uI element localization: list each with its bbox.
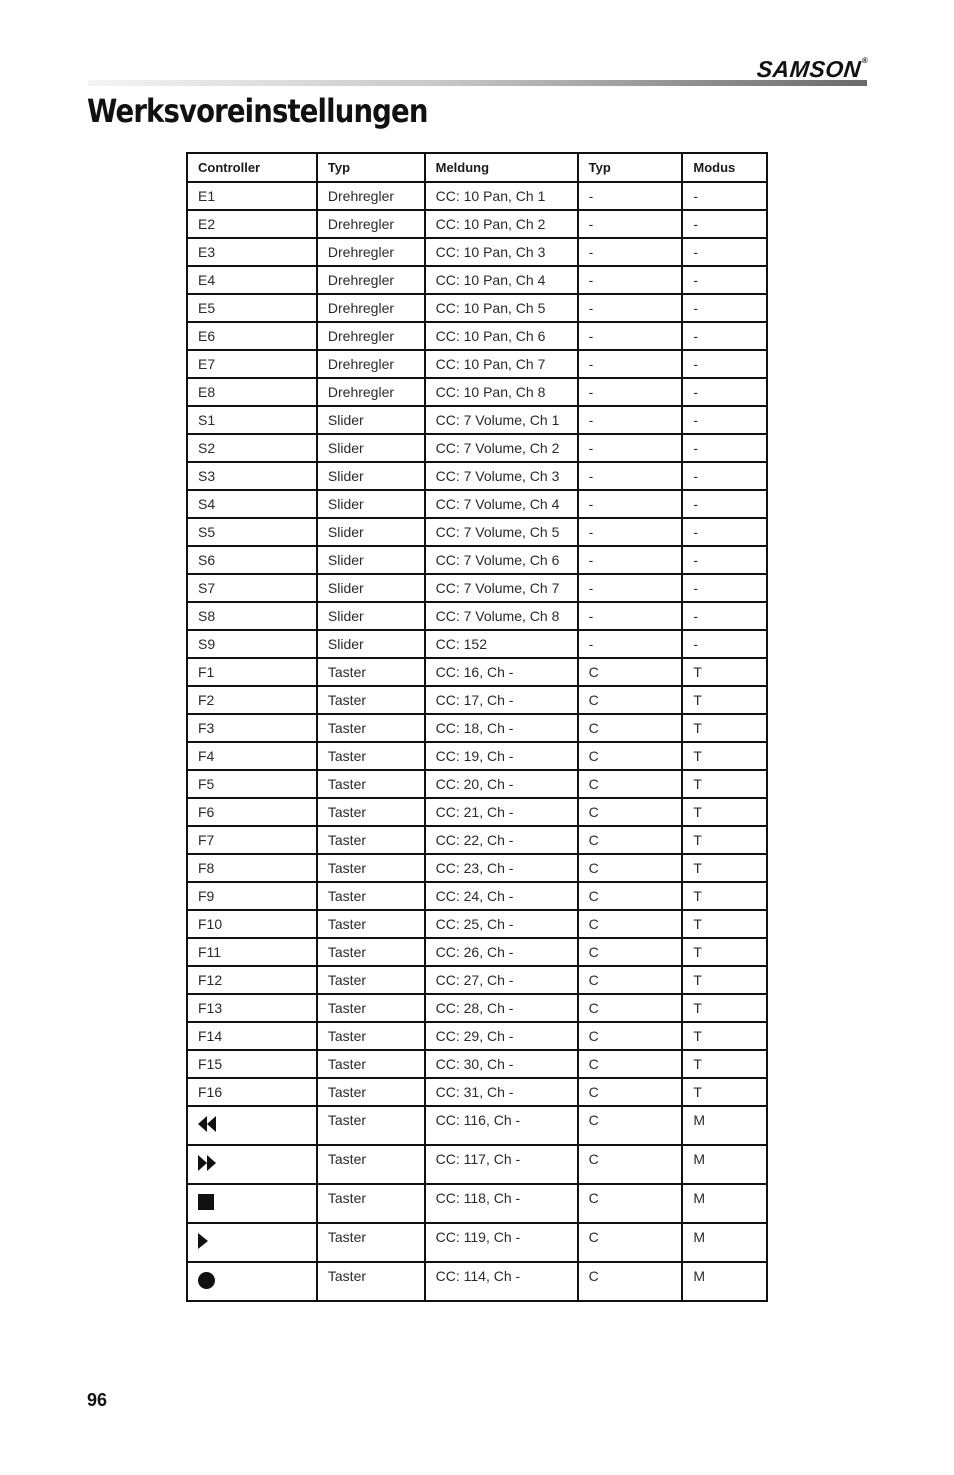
samson-logo: SAMSON®: [755, 56, 869, 82]
cell-message: CC: 7 Volume, Ch 1: [425, 406, 578, 434]
table-row: [187, 434, 767, 462]
header-controller: Controller: [187, 153, 317, 182]
cell-message: CC: 25, Ch -: [425, 910, 578, 938]
cell-controller: S7: [187, 574, 317, 602]
header-type: Typ: [317, 153, 425, 182]
cell-controller: F11: [187, 938, 317, 966]
cell-type: Taster: [317, 938, 425, 966]
cell-message: CC: 10 Pan, Ch 5: [425, 294, 578, 322]
cell-controller: E2: [187, 210, 317, 238]
cell-type: Drehregler: [317, 238, 425, 266]
cell-controller: [187, 1184, 317, 1223]
cell-message: CC: 27, Ch -: [425, 966, 578, 994]
cell-message: CC: 16, Ch -: [425, 658, 578, 686]
cell-type: Slider: [317, 630, 425, 658]
cell-message: CC: 118, Ch -: [425, 1184, 578, 1223]
cell-controller: F5: [187, 770, 317, 798]
cell-controller: F7: [187, 826, 317, 854]
fast-forward-icon: [198, 1155, 216, 1174]
page-title: Werksvoreinstellungen: [87, 92, 428, 130]
cell-typ: C: [578, 882, 683, 910]
cell-mode: -: [682, 434, 767, 462]
cell-typ: -: [578, 546, 683, 574]
record-icon: [198, 1272, 215, 1292]
cell-message: CC: 21, Ch -: [425, 798, 578, 826]
cell-type: Taster: [317, 1223, 425, 1262]
cell-typ: C: [578, 1078, 683, 1106]
cell-controller: E6: [187, 322, 317, 350]
cell-controller: E8: [187, 378, 317, 406]
cell-mode: -: [682, 266, 767, 294]
cell-mode: -: [682, 406, 767, 434]
cell-mode: -: [682, 350, 767, 378]
cell-typ: C: [578, 658, 683, 686]
cell-mode: -: [682, 378, 767, 406]
cell-message: CC: 29, Ch -: [425, 1022, 578, 1050]
cell-mode: T: [682, 994, 767, 1022]
cell-mode: -: [682, 602, 767, 630]
page-number: 96: [87, 1390, 108, 1410]
cell-message: CC: 30, Ch -: [425, 1050, 578, 1078]
cell-type: Taster: [317, 742, 425, 770]
header-typ: Typ: [578, 153, 683, 182]
table-row: [187, 882, 767, 910]
cell-controller: S5: [187, 518, 317, 546]
cell-typ: -: [578, 602, 683, 630]
cell-controller: S4: [187, 490, 317, 518]
table-row: [187, 714, 767, 742]
cell-message: CC: 7 Volume, Ch 8: [425, 602, 578, 630]
cell-typ: C: [578, 966, 683, 994]
cell-mode: T: [682, 938, 767, 966]
cell-message: CC: 20, Ch -: [425, 770, 578, 798]
cell-typ: -: [578, 434, 683, 462]
cell-message: CC: 10 Pan, Ch 2: [425, 210, 578, 238]
cell-message: CC: 19, Ch -: [425, 742, 578, 770]
cell-type: Slider: [317, 490, 425, 518]
cell-controller: E4: [187, 266, 317, 294]
table-header-row: [187, 153, 767, 182]
table-row: [187, 406, 767, 434]
cell-mode: T: [682, 658, 767, 686]
cell-controller: F3: [187, 714, 317, 742]
cell-controller: S3: [187, 462, 317, 490]
cell-controller: F2: [187, 686, 317, 714]
cell-controller: F14: [187, 1022, 317, 1050]
table-row: [187, 462, 767, 490]
cell-typ: -: [578, 574, 683, 602]
cell-message: CC: 10 Pan, Ch 4: [425, 266, 578, 294]
cell-type: Taster: [317, 882, 425, 910]
cell-typ: -: [578, 518, 683, 546]
cell-type: Slider: [317, 518, 425, 546]
cell-type: Slider: [317, 574, 425, 602]
cell-controller: S9: [187, 630, 317, 658]
cell-typ: C: [578, 742, 683, 770]
cell-message: CC: 7 Volume, Ch 3: [425, 462, 578, 490]
cell-mode: T: [682, 826, 767, 854]
cell-typ: C: [578, 686, 683, 714]
header-message: Meldung: [425, 153, 578, 182]
cell-typ: C: [578, 1022, 683, 1050]
cell-mode: -: [682, 182, 767, 210]
cell-mode: T: [682, 910, 767, 938]
cell-type: Slider: [317, 434, 425, 462]
cell-controller: [187, 1145, 317, 1184]
cell-type: Taster: [317, 826, 425, 854]
cell-controller: F9: [187, 882, 317, 910]
cell-typ: -: [578, 462, 683, 490]
cell-controller: F10: [187, 910, 317, 938]
cell-type: Drehregler: [317, 350, 425, 378]
cell-message: CC: 116, Ch -: [425, 1106, 578, 1145]
cell-controller: E5: [187, 294, 317, 322]
cell-controller: F13: [187, 994, 317, 1022]
cell-typ: C: [578, 826, 683, 854]
cell-message: CC: 7 Volume, Ch 4: [425, 490, 578, 518]
cell-type: Taster: [317, 1106, 425, 1145]
cell-typ: -: [578, 210, 683, 238]
table-row: [187, 294, 767, 322]
cell-message: CC: 26, Ch -: [425, 938, 578, 966]
cell-message: CC: 114, Ch -: [425, 1262, 578, 1301]
cell-controller: F12: [187, 966, 317, 994]
cell-type: Taster: [317, 994, 425, 1022]
table-row: [187, 1145, 767, 1184]
cell-message: CC: 10 Pan, Ch 3: [425, 238, 578, 266]
table-row: [187, 350, 767, 378]
cell-type: Taster: [317, 1078, 425, 1106]
cell-typ: C: [578, 910, 683, 938]
cell-message: CC: 10 Pan, Ch 6: [425, 322, 578, 350]
cell-mode: M: [682, 1106, 767, 1145]
table-row: [187, 266, 767, 294]
table-row: [187, 546, 767, 574]
cell-message: CC: 7 Volume, Ch 5: [425, 518, 578, 546]
cell-mode: -: [682, 294, 767, 322]
cell-type: Drehregler: [317, 322, 425, 350]
cell-typ: -: [578, 490, 683, 518]
cell-type: Drehregler: [317, 294, 425, 322]
cell-message: CC: 23, Ch -: [425, 854, 578, 882]
cell-controller: F6: [187, 798, 317, 826]
cell-message: CC: 22, Ch -: [425, 826, 578, 854]
table-row: [187, 238, 767, 266]
cell-mode: T: [682, 770, 767, 798]
cell-type: Taster: [317, 1145, 425, 1184]
cell-mode: T: [682, 854, 767, 882]
table-row: [187, 1106, 767, 1145]
cell-controller: F16: [187, 1078, 317, 1106]
cell-controller: E1: [187, 182, 317, 210]
cell-mode: -: [682, 322, 767, 350]
cell-typ: -: [578, 406, 683, 434]
cell-typ: C: [578, 1184, 683, 1223]
cell-typ: C: [578, 770, 683, 798]
factory-settings-table: [186, 152, 768, 1302]
cell-message: CC: 10 Pan, Ch 8: [425, 378, 578, 406]
cell-typ: C: [578, 798, 683, 826]
cell-controller: E3: [187, 238, 317, 266]
table-row: [187, 490, 767, 518]
cell-controller: [187, 1262, 317, 1301]
table-row: [187, 798, 767, 826]
table-row: [187, 1022, 767, 1050]
cell-controller: F15: [187, 1050, 317, 1078]
table-row: [187, 602, 767, 630]
cell-controller: [187, 1106, 317, 1145]
cell-mode: M: [682, 1184, 767, 1223]
cell-type: Taster: [317, 686, 425, 714]
cell-mode: T: [682, 1022, 767, 1050]
cell-typ: C: [578, 994, 683, 1022]
cell-mode: -: [682, 462, 767, 490]
cell-mode: T: [682, 742, 767, 770]
cell-typ: -: [578, 378, 683, 406]
table-row: [187, 1262, 767, 1301]
table-row: [187, 630, 767, 658]
cell-controller: F1: [187, 658, 317, 686]
cell-mode: M: [682, 1223, 767, 1262]
cell-type: Taster: [317, 770, 425, 798]
cell-mode: -: [682, 630, 767, 658]
stop-icon: [198, 1194, 214, 1213]
cell-controller: S2: [187, 434, 317, 462]
cell-type: Taster: [317, 1050, 425, 1078]
cell-type: Slider: [317, 546, 425, 574]
table-row: [187, 1184, 767, 1223]
table-row: [187, 378, 767, 406]
cell-message: CC: 24, Ch -: [425, 882, 578, 910]
cell-typ: C: [578, 1050, 683, 1078]
cell-controller: F8: [187, 854, 317, 882]
cell-type: Taster: [317, 854, 425, 882]
cell-type: Taster: [317, 1184, 425, 1223]
cell-type: Slider: [317, 406, 425, 434]
cell-type: Drehregler: [317, 266, 425, 294]
cell-typ: C: [578, 854, 683, 882]
table-row: [187, 826, 767, 854]
cell-typ: C: [578, 938, 683, 966]
cell-mode: -: [682, 238, 767, 266]
table-row: [187, 910, 767, 938]
rewind-icon: [198, 1116, 216, 1135]
cell-mode: T: [682, 966, 767, 994]
cell-message: CC: 7 Volume, Ch 6: [425, 546, 578, 574]
table-row: [187, 1078, 767, 1106]
cell-message: CC: 7 Volume, Ch 7: [425, 574, 578, 602]
cell-controller: S8: [187, 602, 317, 630]
cell-mode: T: [682, 1050, 767, 1078]
cell-typ: -: [578, 182, 683, 210]
cell-controller: S1: [187, 406, 317, 434]
table-row: [187, 994, 767, 1022]
table-row: [187, 854, 767, 882]
cell-type: Taster: [317, 1262, 425, 1301]
cell-controller: F4: [187, 742, 317, 770]
table-row: [187, 518, 767, 546]
cell-type: Drehregler: [317, 210, 425, 238]
cell-mode: T: [682, 798, 767, 826]
cell-message: CC: 152: [425, 630, 578, 658]
cell-typ: -: [578, 266, 683, 294]
table-row: [187, 1050, 767, 1078]
cell-type: Drehregler: [317, 182, 425, 210]
cell-controller: [187, 1223, 317, 1262]
cell-type: Taster: [317, 1022, 425, 1050]
cell-mode: T: [682, 714, 767, 742]
cell-type: Slider: [317, 462, 425, 490]
cell-type: Taster: [317, 966, 425, 994]
cell-message: CC: 28, Ch -: [425, 994, 578, 1022]
cell-typ: C: [578, 1145, 683, 1184]
cell-message: CC: 31, Ch -: [425, 1078, 578, 1106]
table-row: [187, 210, 767, 238]
cell-mode: -: [682, 210, 767, 238]
cell-controller: S6: [187, 546, 317, 574]
cell-message: CC: 119, Ch -: [425, 1223, 578, 1262]
cell-typ: -: [578, 294, 683, 322]
cell-type: Taster: [317, 910, 425, 938]
cell-mode: T: [682, 882, 767, 910]
cell-mode: M: [682, 1262, 767, 1301]
table-row: [187, 658, 767, 686]
table-row: [187, 1223, 767, 1262]
cell-mode: T: [682, 1078, 767, 1106]
play-icon: [198, 1233, 208, 1252]
cell-typ: -: [578, 630, 683, 658]
header-rule: [88, 80, 867, 86]
cell-typ: C: [578, 1262, 683, 1301]
cell-type: Taster: [317, 658, 425, 686]
cell-mode: -: [682, 490, 767, 518]
cell-controller: E7: [187, 350, 317, 378]
cell-mode: -: [682, 518, 767, 546]
cell-type: Drehregler: [317, 378, 425, 406]
cell-mode: T: [682, 686, 767, 714]
cell-message: CC: 10 Pan, Ch 1: [425, 182, 578, 210]
table-row: [187, 770, 767, 798]
cell-typ: -: [578, 238, 683, 266]
cell-typ: -: [578, 322, 683, 350]
table-row: [187, 742, 767, 770]
cell-message: CC: 117, Ch -: [425, 1145, 578, 1184]
header-mode: Modus: [682, 153, 767, 182]
table-row: [187, 966, 767, 994]
table-row: [187, 574, 767, 602]
cell-type: Taster: [317, 798, 425, 826]
table-row: [187, 182, 767, 210]
cell-message: CC: 10 Pan, Ch 7: [425, 350, 578, 378]
cell-typ: C: [578, 1223, 683, 1262]
table-row: [187, 322, 767, 350]
cell-typ: -: [578, 350, 683, 378]
cell-mode: -: [682, 546, 767, 574]
cell-message: CC: 17, Ch -: [425, 686, 578, 714]
cell-type: Taster: [317, 714, 425, 742]
cell-typ: C: [578, 1106, 683, 1145]
cell-mode: -: [682, 574, 767, 602]
cell-type: Slider: [317, 602, 425, 630]
cell-typ: C: [578, 714, 683, 742]
cell-message: CC: 18, Ch -: [425, 714, 578, 742]
table-row: [187, 686, 767, 714]
cell-message: CC: 7 Volume, Ch 2: [425, 434, 578, 462]
cell-mode: M: [682, 1145, 767, 1184]
table-row: [187, 938, 767, 966]
